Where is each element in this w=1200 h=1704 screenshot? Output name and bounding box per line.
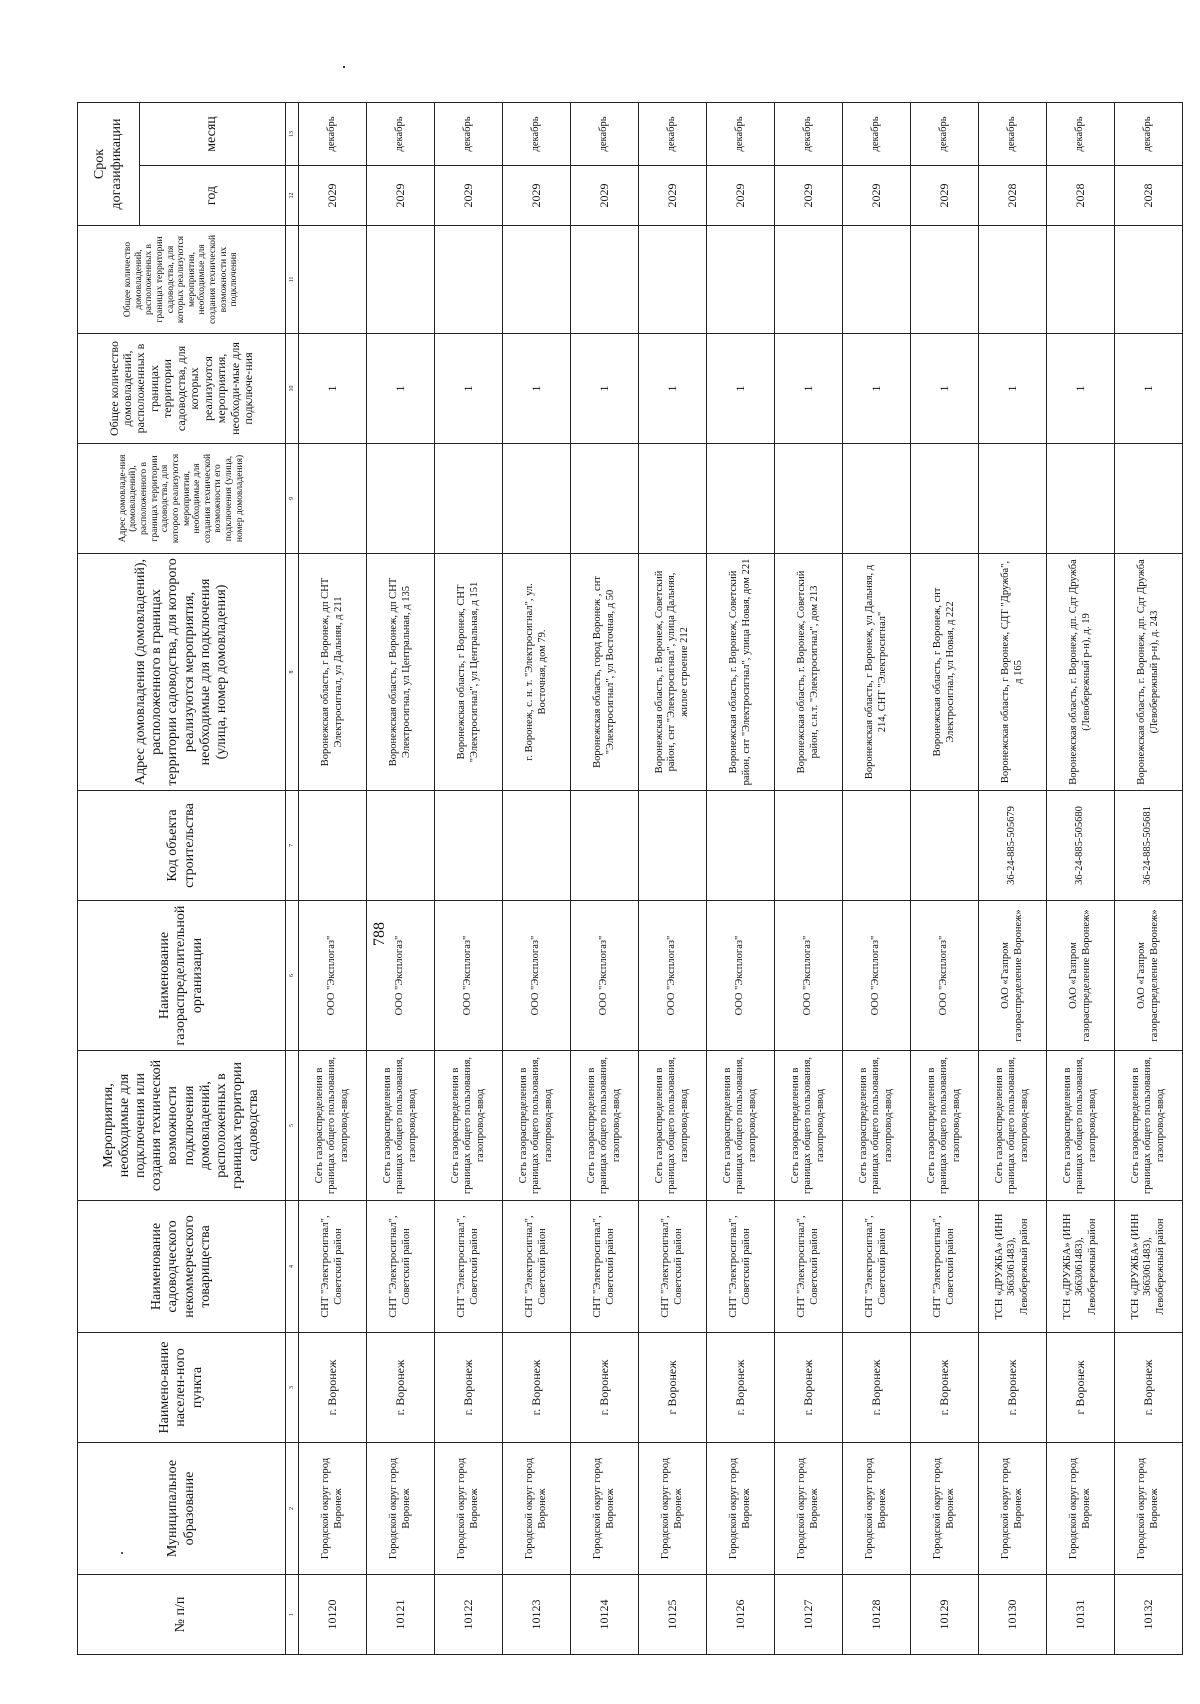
settlement-cell: г. Воронеж xyxy=(1115,1333,1183,1443)
column-number: 4 xyxy=(286,1201,299,1333)
object-code-cell: 36-24-885-505681 xyxy=(1115,791,1183,901)
month-cell: декабрь xyxy=(571,103,639,166)
address-cell: Воронежская область, г. Воронеж, Советский район, снт "Электросигнал", улица Новая, дом 221 xyxy=(707,554,775,791)
object-code-cell xyxy=(843,791,911,901)
column-number: 3 xyxy=(286,1333,299,1443)
measures-cell: Сеть газораспределения в границах общего пользования, газопровод-ввод xyxy=(639,1051,707,1201)
address-cell: Воронежская область, г. Воронеж, дп. Сдт Дружба (Левобережный р-н), д. 243 xyxy=(1115,554,1183,791)
municipality-cell: Городской округ город Воронеж xyxy=(299,1443,367,1575)
row-number: 10127 xyxy=(775,1575,843,1655)
municipality-cell: Городской округ город Воронеж xyxy=(979,1443,1047,1575)
header-address: Адрес домовладения (домовладений), расположенного в границах территории садоводства, для которого реализуются мероприятия, необходимые для подключения (улица, номер домовладения) xyxy=(78,554,286,791)
column-number: 10 xyxy=(286,334,299,444)
address-tech-cell xyxy=(435,444,503,554)
header-year: год xyxy=(140,166,286,226)
municipality-cell: Городской округ город Воронеж xyxy=(503,1443,571,1575)
address-tech-cell xyxy=(503,444,571,554)
qty-tech-cell xyxy=(1047,226,1115,334)
year-cell: 2028 xyxy=(1115,166,1183,226)
settlement-cell: г. Воронеж xyxy=(979,1333,1047,1443)
object-code-cell xyxy=(639,791,707,901)
gas-org-cell: ООО "Эксплогаз" xyxy=(707,901,775,1051)
qty-tech-cell xyxy=(911,226,979,334)
settlement-cell: г. Воронеж xyxy=(843,1333,911,1443)
municipality-cell: Городской округ город Воронеж xyxy=(775,1443,843,1575)
table-row xyxy=(435,103,503,1655)
gas-org-cell: ООО "Эксплогаз" xyxy=(299,901,367,1051)
table-row xyxy=(503,103,571,1655)
month-cell: декабрь xyxy=(843,103,911,166)
month-cell: декабрь xyxy=(1047,103,1115,166)
settlement-cell: г. Воронеж xyxy=(435,1333,503,1443)
row-number: 10128 xyxy=(843,1575,911,1655)
month-cell: декабрь xyxy=(435,103,503,166)
header-object-code: Код объекта строительства xyxy=(78,791,286,901)
address-cell: Воронежская область, г Воронеж, ул Дальняя, д 214, СНТ "Электросигнал" xyxy=(843,554,911,791)
qty-tech-cell xyxy=(435,226,503,334)
settlement-cell: г. Воронеж xyxy=(571,1333,639,1443)
municipality-cell: Городской округ город Воронеж xyxy=(707,1443,775,1575)
year-cell: 2029 xyxy=(299,166,367,226)
address-cell: Воронежская область, г. Воронеж, дп. Сдт Дружба (Левобережный р-н), д. 19 xyxy=(1047,554,1115,791)
qty-tech-cell xyxy=(1115,226,1183,334)
year-cell: 2029 xyxy=(571,166,639,226)
measures-cell: Сеть газораспределения в границах общего пользования, газопровод-ввод xyxy=(1047,1051,1115,1201)
column-number: 7 xyxy=(286,791,299,901)
month-cell: декабрь xyxy=(707,103,775,166)
object-code-cell xyxy=(435,791,503,901)
settlement-cell: г. Воронеж xyxy=(707,1333,775,1443)
month-cell: декабрь xyxy=(1115,103,1183,166)
header-gas-org: Наименование газораспределительной организации xyxy=(78,901,286,1051)
header-municipality: Муниципальное образование xyxy=(78,1443,286,1575)
gas-org-cell: ООО "Эксплогаз" xyxy=(639,901,707,1051)
year-cell: 2029 xyxy=(435,166,503,226)
header-snt: Наименование садоводческого некоммерческого товарищества xyxy=(78,1201,286,1333)
snt-cell: ТСН «ДРУЖБА» (ИНН 3663061483), Левобережный район xyxy=(1115,1201,1183,1333)
row-number: 10125 xyxy=(639,1575,707,1655)
address-tech-cell xyxy=(1047,444,1115,554)
month-cell: декабрь xyxy=(367,103,435,166)
row-number: 10131 xyxy=(1047,1575,1115,1655)
object-code-cell: 36-24-885-505680 xyxy=(1047,791,1115,901)
qty-tech-cell xyxy=(367,226,435,334)
measures-cell: Сеть газораспределения в границах общего пользования, газопровод-ввод xyxy=(435,1051,503,1201)
address-tech-cell xyxy=(571,444,639,554)
snt-cell: СНТ "Электросигнал", Советский район xyxy=(571,1201,639,1333)
snt-cell: СНТ "Электросигнал", Советский район xyxy=(775,1201,843,1333)
year-cell: 2029 xyxy=(503,166,571,226)
year-cell: 2029 xyxy=(707,166,775,226)
header-number: № п/п xyxy=(78,1575,286,1655)
snt-cell: СНТ "Электросигнал", Советский район xyxy=(299,1201,367,1333)
header-deadline: Срок догазификации xyxy=(78,103,140,226)
column-number: 6 xyxy=(286,901,299,1051)
row-number: 10132 xyxy=(1115,1575,1183,1655)
row-number: 10122 xyxy=(435,1575,503,1655)
object-code-cell: 36-24-885-505679 xyxy=(979,791,1047,901)
measures-cell: Сеть газораспределения в границах общего пользования, газопровод-ввод xyxy=(1115,1051,1183,1201)
qty-tech-cell xyxy=(571,226,639,334)
column-number: 12 xyxy=(286,166,299,226)
measures-cell: Сеть газораспределения в границах общего пользования, газопровод-ввод xyxy=(911,1051,979,1201)
snt-cell: СНТ "Электросигнал", Советский район xyxy=(911,1201,979,1333)
measures-cell: Сеть газораспределения в границах общего пользования, газопровод-ввод xyxy=(367,1051,435,1201)
settlement-cell: г. Воронеж xyxy=(911,1333,979,1443)
month-cell: декабрь xyxy=(503,103,571,166)
month-cell: декабрь xyxy=(979,103,1047,166)
qty-cell: 1 xyxy=(1115,334,1183,444)
settlement-cell: г. Воронеж xyxy=(503,1333,571,1443)
year-cell: 2029 xyxy=(367,166,435,226)
qty-tech-cell xyxy=(639,226,707,334)
qty-tech-cell xyxy=(299,226,367,334)
column-number: 2 xyxy=(286,1443,299,1575)
gas-org-cell: ООО "Эксплогаз" xyxy=(775,901,843,1051)
gas-org-cell: ООО "Эксплогаз" xyxy=(911,901,979,1051)
row-number: 10123 xyxy=(503,1575,571,1655)
gas-org-cell: ООО "Эксплогаз" xyxy=(367,901,435,1051)
municipality-cell: Городской округ город Воронеж xyxy=(1047,1443,1115,1575)
snt-cell: СНТ "Электросигнал", Советский район xyxy=(367,1201,435,1333)
month-cell: декабрь xyxy=(639,103,707,166)
gas-org-cell: ООО "Эксплогаз" xyxy=(571,901,639,1051)
row-number: 10121 xyxy=(367,1575,435,1655)
measures-cell: Сеть газораспределения в границах общего пользования, газопровод-ввод xyxy=(503,1051,571,1201)
table-row xyxy=(775,103,843,1655)
month-cell: декабрь xyxy=(911,103,979,166)
qty-tech-cell xyxy=(843,226,911,334)
scan-speck xyxy=(343,66,345,68)
table-row xyxy=(911,103,979,1655)
measures-cell: Сеть газораспределения в границах общего пользования, газопровод-ввод xyxy=(979,1051,1047,1201)
column-number: 5 xyxy=(286,1051,299,1201)
table-row xyxy=(639,103,707,1655)
gas-org-cell: ООО "Эксплогаз" xyxy=(843,901,911,1051)
address-tech-cell xyxy=(979,444,1047,554)
address-cell: Воронежская область, г. Воронеж, Советский район, с.н.т. "Электросигнал", дом 213 xyxy=(775,554,843,791)
measures-cell: Сеть газораспределения в границах общего пользования, газопровод-ввод xyxy=(707,1051,775,1201)
qty-cell: 1 xyxy=(979,334,1047,444)
measures-cell: Сеть газораспределения в границах общего пользования, газопровод-ввод xyxy=(571,1051,639,1201)
row-number: 10120 xyxy=(299,1575,367,1655)
gas-org-cell: ОАО «Газпром газораспределение Воронеж» xyxy=(1047,901,1115,1051)
row-number: 10124 xyxy=(571,1575,639,1655)
address-cell: г. Воронеж, с. н. т. "Электросигнал", ул. Восточная, дом 79. xyxy=(503,554,571,791)
municipality-cell: Городской округ город Воронеж xyxy=(843,1443,911,1575)
table-row xyxy=(299,103,367,1655)
column-number: 13 xyxy=(286,103,299,166)
address-tech-cell xyxy=(367,444,435,554)
row-number: 10129 xyxy=(911,1575,979,1655)
municipality-cell: Городской округ город Воронеж xyxy=(639,1443,707,1575)
settlement-cell: г Воронеж xyxy=(639,1333,707,1443)
settlement-cell: г. Воронеж xyxy=(775,1333,843,1443)
qty-cell: 1 xyxy=(911,334,979,444)
table-row xyxy=(707,103,775,1655)
object-code-cell xyxy=(911,791,979,901)
column-number: 8 xyxy=(286,554,299,791)
header-settlement: Наимено-вание населен-ного пункта xyxy=(78,1333,286,1443)
snt-cell: СНТ "Электросигнал", Советский район xyxy=(639,1201,707,1333)
qty-cell: 1 xyxy=(775,334,843,444)
gas-org-cell: ООО "Эксплогаз" xyxy=(503,901,571,1051)
header-qty-tech: Общее количество домовладений, расположенных в границах территории садоводства, для которых реализуются мероприятия, необходимые для создания технической возможности их подключения xyxy=(78,226,286,334)
year-cell: 2029 xyxy=(843,166,911,226)
settlement-cell: г. Воронеж xyxy=(299,1333,367,1443)
address-tech-cell xyxy=(1115,444,1183,554)
column-numbers-row xyxy=(286,103,299,1655)
gasification-table xyxy=(77,102,1183,1655)
table-row xyxy=(367,103,435,1655)
address-tech-cell xyxy=(843,444,911,554)
qty-tech-cell xyxy=(503,226,571,334)
month-cell: декабрь xyxy=(299,103,367,166)
snt-cell: СНТ "Электросигнал", Советский район xyxy=(707,1201,775,1333)
qty-cell: 1 xyxy=(1047,334,1115,444)
qty-tech-cell xyxy=(707,226,775,334)
table-row xyxy=(1115,103,1183,1655)
gas-org-cell: ООО "Эксплогаз" xyxy=(435,901,503,1051)
snt-cell: ТСН «ДРУЖБА» (ИНН 3663061483), Левобережный район xyxy=(979,1201,1047,1333)
address-tech-cell xyxy=(911,444,979,554)
qty-cell: 1 xyxy=(843,334,911,444)
municipality-cell: Городской округ город Воронеж xyxy=(911,1443,979,1575)
snt-cell: СНТ "Электросигнал", Советский район xyxy=(843,1201,911,1333)
qty-cell: 1 xyxy=(299,334,367,444)
municipality-cell: Городской округ город Воронеж xyxy=(367,1443,435,1575)
header-address-tech: Адрес домовладе-ния (домовладений), расположенного в границах территории садоводства, для которого реализуются мероприятия, необходимые для создания технической возможности его подключения (улица, номер домовладения) xyxy=(78,444,286,554)
table-body xyxy=(286,103,1183,1655)
address-cell: Воронежская область, г Воронеж, дп СНТ Электросигнал, ул Дальняя, д 211 xyxy=(299,554,367,791)
year-cell: 2029 xyxy=(911,166,979,226)
address-cell: Воронежская область, г. Воронеж, Советский район, снт "Электросигнал", улица Дальняя, жилое строение 212 xyxy=(639,554,707,791)
snt-cell: СНТ "Электросигнал", Советский район xyxy=(435,1201,503,1333)
object-code-cell xyxy=(775,791,843,901)
column-number: 9 xyxy=(286,444,299,554)
object-code-cell xyxy=(367,791,435,901)
qty-cell: 1 xyxy=(707,334,775,444)
gas-org-cell: ОАО «Газпром газораспределение Воронеж» xyxy=(979,901,1047,1051)
address-tech-cell xyxy=(707,444,775,554)
year-cell: 2029 xyxy=(775,166,843,226)
table-row xyxy=(979,103,1047,1655)
row-number: 10130 xyxy=(979,1575,1047,1655)
object-code-cell xyxy=(571,791,639,901)
snt-cell: СНТ "Электросигнал", Советский район xyxy=(503,1201,571,1333)
qty-cell: 1 xyxy=(571,334,639,444)
municipality-cell: Городской округ город Воронеж xyxy=(1115,1443,1183,1575)
header-measures: Мероприятия, необходимые для подключения или создания технической возможности подключения домовладений, расположенных в границах территории садоводства xyxy=(78,1051,286,1201)
address-cell: Воронежская область, г Воронеж, дп СНТ Электросигнал, ул Центральная, д 135 xyxy=(367,554,435,791)
measures-cell: Сеть газораспределения в границах общего пользования, газопровод-ввод xyxy=(299,1051,367,1201)
year-cell: 2029 xyxy=(639,166,707,226)
address-cell: Воронежская область, г Воронеж, СДТ "Дружба", д 165 xyxy=(979,554,1047,791)
object-code-cell xyxy=(503,791,571,901)
qty-tech-cell xyxy=(979,226,1047,334)
gas-org-cell: ОАО «Газпром газораспределение Воронеж» xyxy=(1115,901,1183,1051)
row-number: 10126 xyxy=(707,1575,775,1655)
settlement-cell: г Воронеж xyxy=(1047,1333,1115,1443)
municipality-cell: Городской округ город Воронеж xyxy=(571,1443,639,1575)
year-cell: 2028 xyxy=(979,166,1047,226)
table-row xyxy=(1047,103,1115,1655)
settlement-cell: г. Воронеж xyxy=(367,1333,435,1443)
measures-cell: Сеть газораспределения в границах общего пользования, газопровод-ввод xyxy=(775,1051,843,1201)
header-qty: Общее количество домовладений, расположенных в границах территории садоводства, для которых реализуются мероприятия, необходи-мые для подключе-ния xyxy=(78,334,286,444)
qty-tech-cell xyxy=(775,226,843,334)
year-cell: 2028 xyxy=(1047,166,1115,226)
qty-cell: 1 xyxy=(435,334,503,444)
column-number: 11 xyxy=(286,226,299,334)
address-cell: Воронежская область, г Воронеж, снт Электросигнал, ул Новая, д 222 xyxy=(911,554,979,791)
object-code-cell xyxy=(707,791,775,901)
header-month: месяц xyxy=(140,103,286,166)
table-row xyxy=(571,103,639,1655)
address-cell: Воронежская область, г Воронеж, СНТ "Электросигнал", ул Центральная, д 151 xyxy=(435,554,503,791)
snt-cell: ТСН «ДРУЖБА» (ИНН 3663061483), Левобережный район xyxy=(1047,1201,1115,1333)
address-tech-cell xyxy=(299,444,367,554)
month-cell: декабрь xyxy=(775,103,843,166)
address-tech-cell xyxy=(639,444,707,554)
municipality-cell: Городской округ город Воронеж xyxy=(435,1443,503,1575)
qty-cell: 1 xyxy=(503,334,571,444)
qty-cell: 1 xyxy=(367,334,435,444)
column-number: 1 xyxy=(286,1575,299,1655)
page-number: 788 xyxy=(371,922,388,946)
table-row xyxy=(843,103,911,1655)
object-code-cell xyxy=(299,791,367,901)
qty-cell: 1 xyxy=(639,334,707,444)
measures-cell: Сеть газораспределения в границах общего пользования, газопровод-ввод xyxy=(843,1051,911,1201)
address-cell: Воронежская область, город Воронеж , снт "Электросигнал", ул Восточная, д 50 xyxy=(571,554,639,791)
address-tech-cell xyxy=(775,444,843,554)
rotated-table-container xyxy=(77,103,1179,1655)
